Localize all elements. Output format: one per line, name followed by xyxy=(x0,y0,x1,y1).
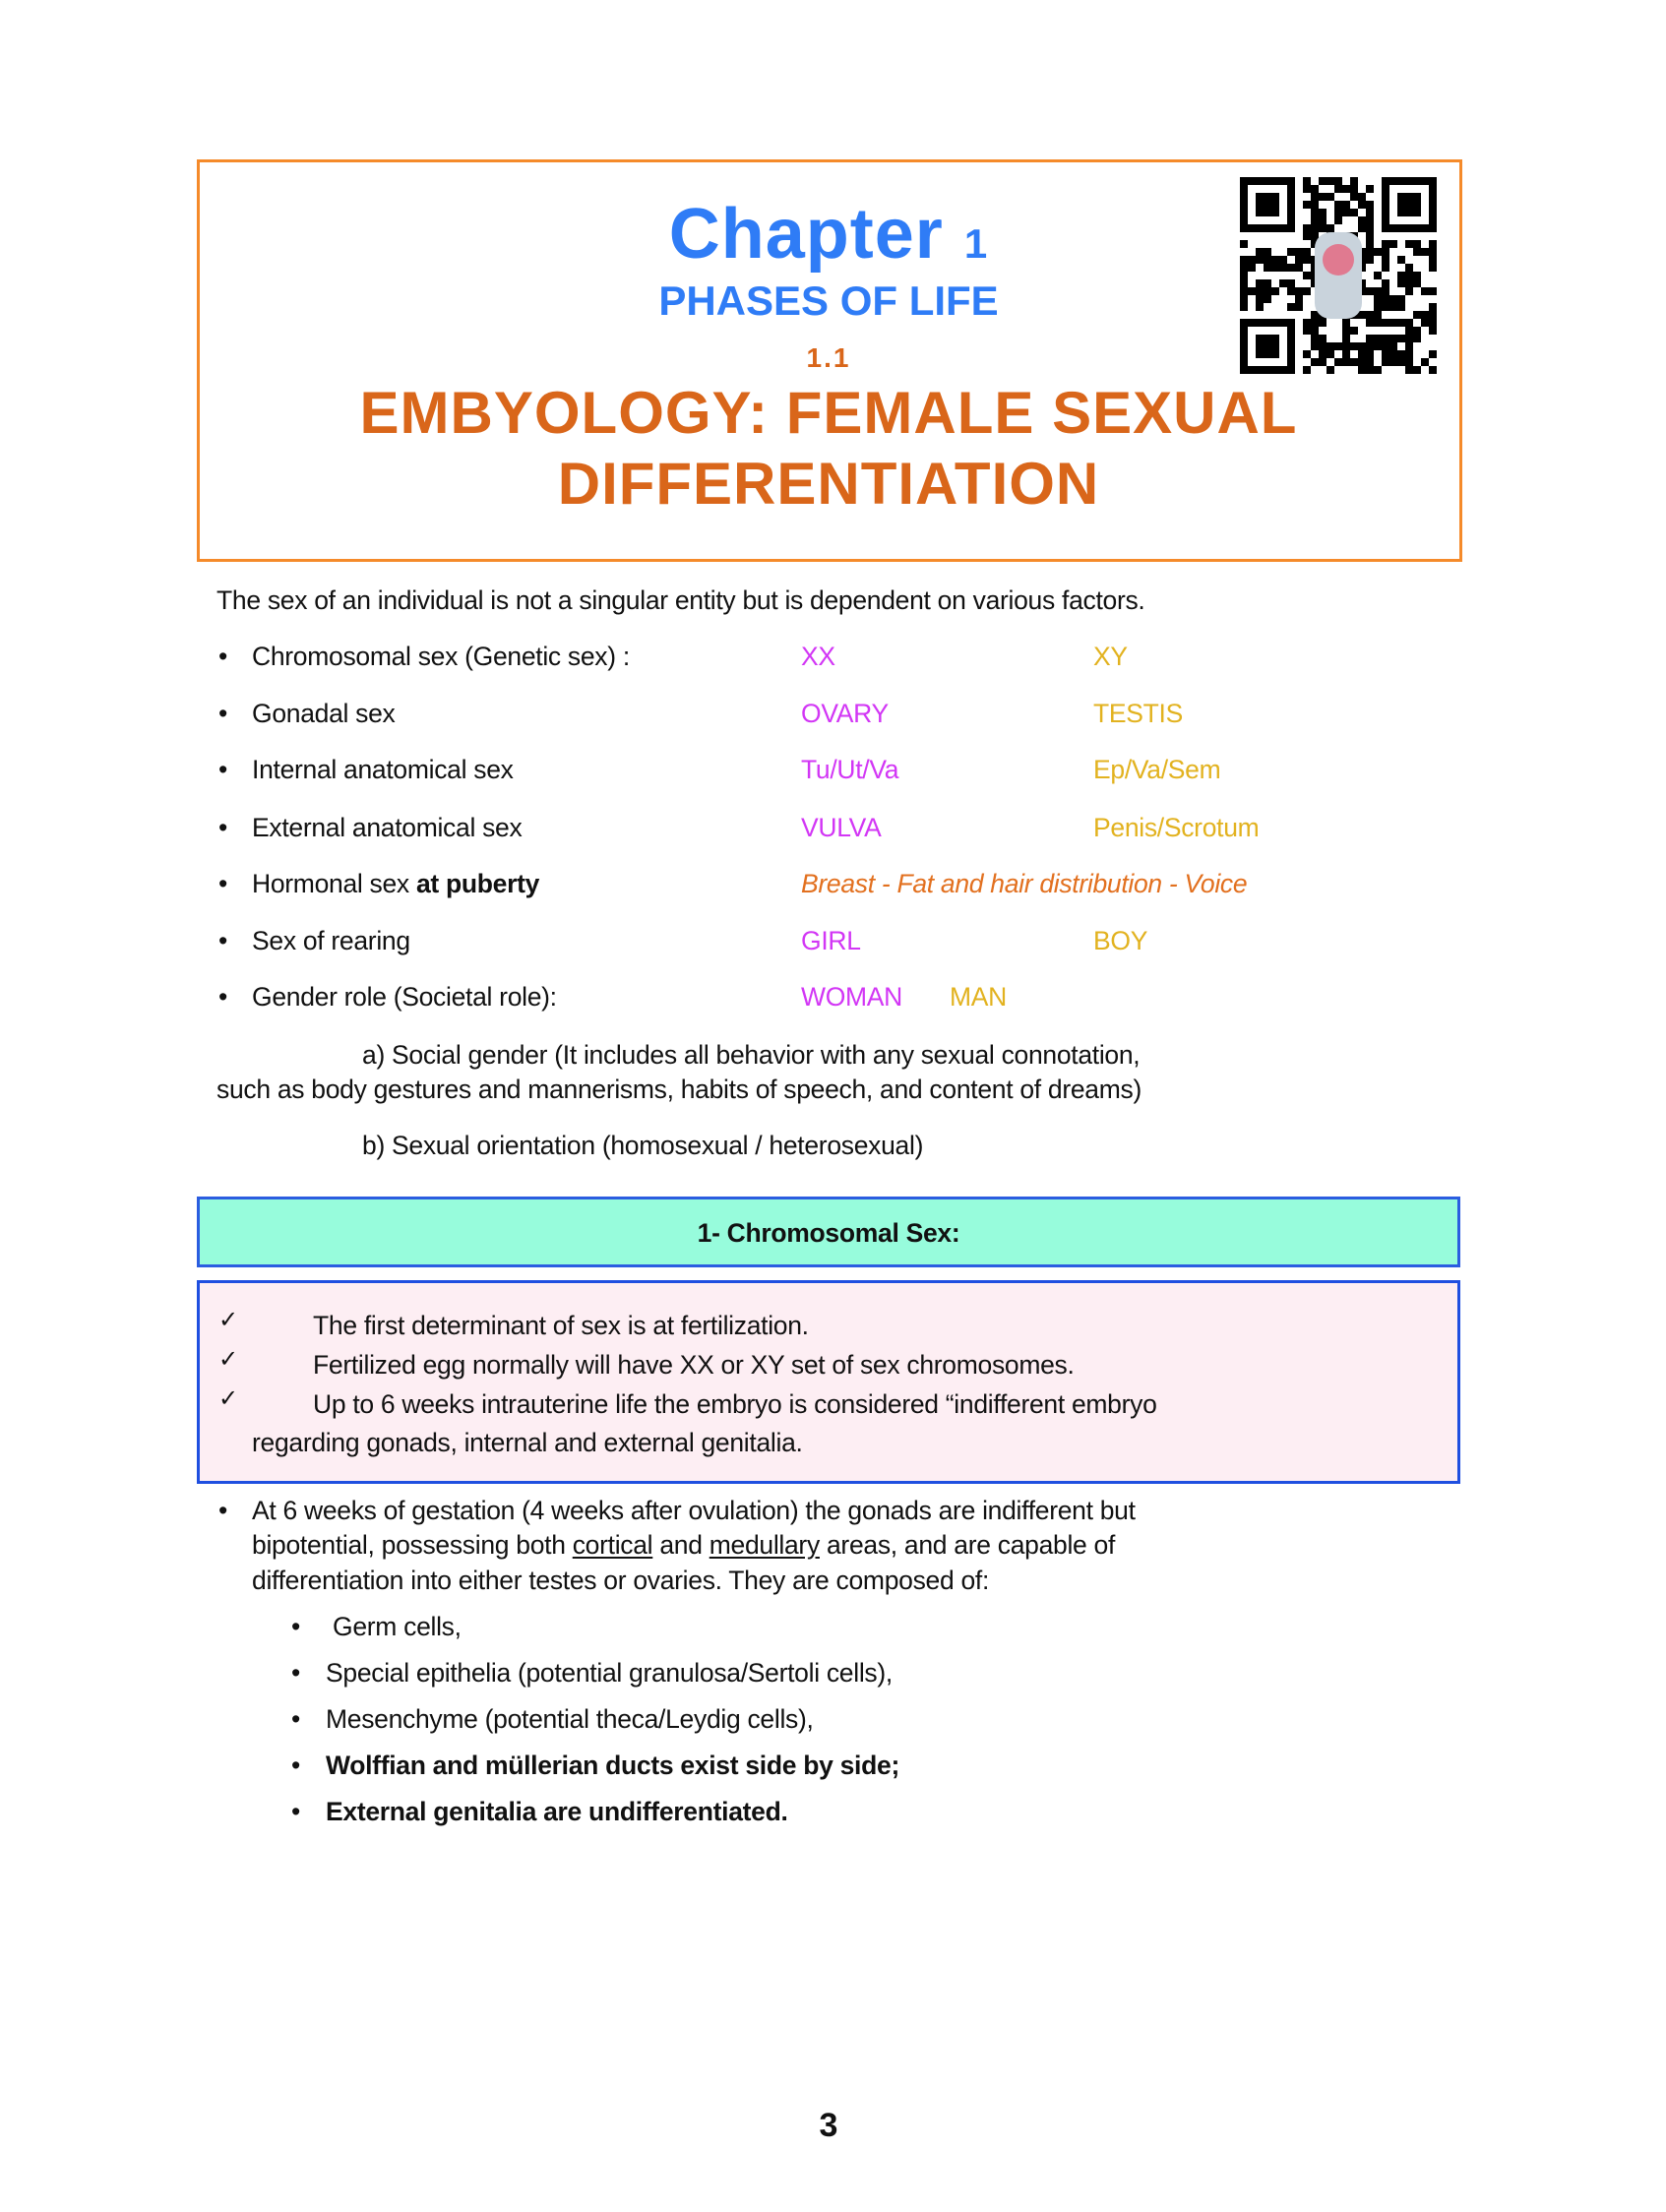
factor-label-text: Sex of rearing xyxy=(252,926,410,955)
male-value: Penis/Scrotum xyxy=(1093,813,1260,842)
check-item: Up to 6 weeks intrauterine life the embryo is considered “indifferent embryo xyxy=(313,1389,1157,1419)
factor-label xyxy=(252,640,630,673)
female-value: GIRL xyxy=(801,926,861,955)
section-heading: 1- Chromosomal Sex: xyxy=(697,1218,960,1248)
bullet-icon: • xyxy=(218,642,227,671)
gestation-line1: At 6 weeks of gestation (4 weeks after ovulation) the gonads are indifferent but xyxy=(252,1496,1136,1525)
text: bipotential, possessing both xyxy=(252,1530,573,1560)
bullet-icon: • xyxy=(291,1658,300,1688)
chapter-number: 1 xyxy=(963,220,989,267)
check-item: Fertilized egg normally will have XX or XY set of sex chromosomes. xyxy=(313,1350,1075,1380)
underlined-term: medullary xyxy=(709,1530,820,1560)
female-value: OVARY xyxy=(801,699,889,728)
section-number: 1.1 xyxy=(806,342,851,373)
check-icon: ✓ xyxy=(218,1306,238,1333)
composition-item: Wolffian and müllerian ducts exist side by side; xyxy=(326,1751,899,1780)
factor-label-text: Gonadal sex xyxy=(252,699,396,728)
male-value: XY xyxy=(1093,642,1128,671)
qr-code-icon[interactable] xyxy=(1240,177,1437,374)
factor-label xyxy=(252,867,539,900)
male-value: MAN xyxy=(950,982,1007,1012)
bullet-icon: • xyxy=(218,869,227,898)
bullet-icon: • xyxy=(291,1751,300,1780)
check-item: The first determinant of sex is at fertilization. xyxy=(313,1311,809,1340)
composition-item: Special epithelia (potential granulosa/Sertoli cells), xyxy=(326,1658,893,1688)
factor-label-bold: at puberty xyxy=(415,869,540,898)
bullet-icon: • xyxy=(218,926,227,955)
factor-label-text: Internal anatomical sex xyxy=(252,755,514,784)
factor-label xyxy=(252,753,514,786)
check-continuation: regarding gonads, internal and external genitalia. xyxy=(252,1428,803,1457)
factor-label xyxy=(252,980,557,1014)
social-gender-line1: a) Social gender (It includes all behavior with any sexual connotation, xyxy=(362,1040,1141,1070)
check-icon: ✓ xyxy=(218,1384,238,1412)
factor-label xyxy=(252,697,396,730)
composition-item: External genitalia are undifferentiated. xyxy=(326,1797,788,1826)
section-title-line1: EMBYOLOGY: FEMALE SEXUAL xyxy=(359,380,1298,446)
underlined-term: cortical xyxy=(572,1530,653,1560)
bullet-icon: • xyxy=(291,1797,300,1826)
male-value: BOY xyxy=(1093,926,1148,955)
bullet-icon: • xyxy=(218,699,227,728)
hormonal-features: Breast - Fat and hair distribution - Voice xyxy=(801,869,1248,898)
composition-item: Germ cells, xyxy=(333,1612,462,1641)
part-title: PHASES OF LIFE xyxy=(658,277,999,324)
gestation-line2 xyxy=(252,1528,1115,1562)
factor-label xyxy=(252,811,522,844)
female-value: WOMAN xyxy=(801,982,903,1012)
chapter-label: Chapter xyxy=(668,195,944,274)
factor-label-text: Hormonal sex xyxy=(252,869,409,898)
male-value: TESTIS xyxy=(1093,699,1183,728)
check-icon: ✓ xyxy=(218,1345,238,1373)
factor-label-text: Chromosomal sex (Genetic sex) : xyxy=(252,642,630,671)
composition-item: Mesenchyme (potential theca/Leydig cells), xyxy=(326,1704,814,1734)
female-value: XX xyxy=(801,642,835,671)
social-gender-line2: such as body gestures and mannerisms, habits of speech, and content of dreams) xyxy=(216,1075,1142,1104)
female-value: Tu/Ut/Va xyxy=(801,755,899,784)
bullet-icon: • xyxy=(218,755,227,784)
intro-text: The sex of an individual is not a singular entity but is dependent on various factors. xyxy=(216,585,1145,615)
sexual-orientation: b) Sexual orientation (homosexual / heterosexual) xyxy=(362,1131,924,1160)
factor-label xyxy=(252,924,410,957)
text: areas, and are capable of xyxy=(819,1530,1116,1560)
female-value: VULVA xyxy=(801,813,882,842)
bullet-icon: • xyxy=(218,982,227,1012)
page-number: 3 xyxy=(819,2107,838,2144)
male-value: Ep/Va/Sem xyxy=(1093,755,1221,784)
gestation-line3: differentiation into either testes or ovaries. They are composed of: xyxy=(252,1566,990,1595)
factor-label-text: Gender role (Societal role): xyxy=(252,982,557,1012)
section-title-line2: DIFFERENTIATION xyxy=(557,451,1100,517)
factor-label-text: External anatomical sex xyxy=(252,813,523,842)
text: and xyxy=(652,1530,710,1560)
bullet-icon: • xyxy=(218,813,227,842)
bullet-icon: • xyxy=(291,1612,300,1641)
bullet-icon: • xyxy=(218,1496,227,1525)
bullet-icon: • xyxy=(291,1704,300,1734)
